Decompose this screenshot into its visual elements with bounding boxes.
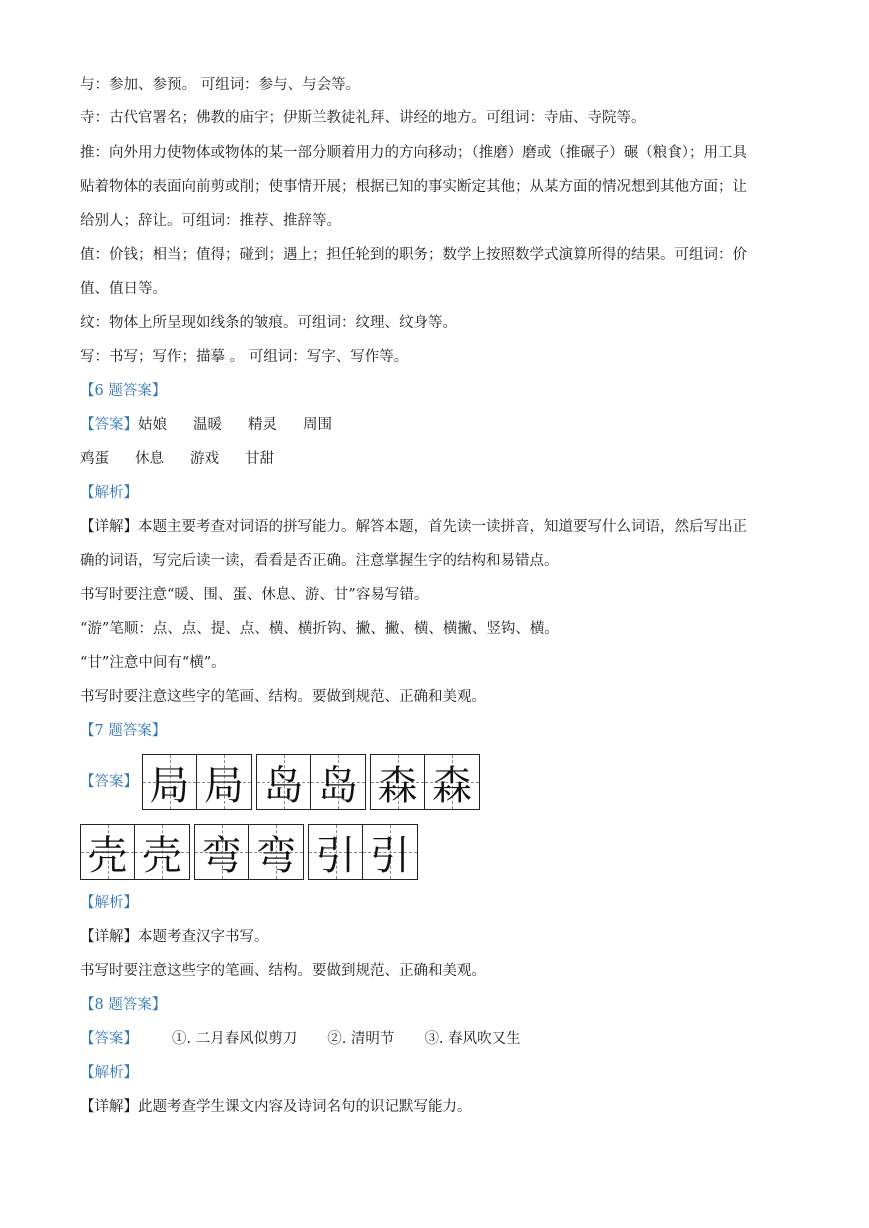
q6-analysis-heading: 【解析】: [80, 485, 138, 501]
answer-item: ①. 二月春风似剪刀: [172, 1031, 298, 1047]
char-cell: 局: [197, 755, 251, 809]
text-line: 给别人；辞让。可组词：推荐、推辞等。: [80, 213, 341, 229]
answer-word: 甘甜: [245, 451, 274, 467]
detail-label: 【详解】: [80, 519, 138, 535]
char-grid-pair: [142, 754, 252, 810]
q8-heading: 【8 题答案】: [80, 997, 167, 1013]
q7-detail-line: [80, 927, 269, 947]
char-grid-pair: [308, 824, 418, 880]
char-grid-row-1: [142, 754, 482, 810]
detail-label: 【详解】: [80, 1099, 138, 1115]
answer-label: 【答案】: [80, 417, 138, 433]
char-cell: 森: [425, 755, 479, 809]
text-line: 贴着物体的表面向前剪或削；使事情开展；根据已知的事实断定其他；从某方面的情况想到其他方面；让: [80, 179, 747, 195]
q7-heading: 【7 题答案】: [80, 723, 167, 739]
text-line: 纹：物体上所呈现如线条的皱痕。可组词：纹理、纹身等。: [80, 315, 457, 331]
text-line: 值、值日等。: [80, 281, 167, 297]
text-line: 与：参加、参预。 可组词：参与、与会等。: [80, 77, 361, 93]
char-cell: 森: [371, 755, 425, 809]
answer-item: ③. 春风吹又生: [424, 1031, 521, 1047]
text-line: 写：书写；写作；描摹 。 可组词：写字、写作等。: [80, 349, 409, 365]
detail-text: 此题考查学生课文内容及诗词名句的识记默写能力。: [138, 1099, 472, 1115]
char-grid-pair: [370, 754, 480, 810]
q8-detail-line: [80, 1097, 472, 1117]
q6-detail-line: “游”笔顺：点、点、提、点、横、横折钩、撇、撇、横、横撇、竖钩、横。: [80, 621, 559, 637]
char-cell: 岛: [257, 755, 311, 809]
q6-detail-line: 确的词语，写完后读一读，看看是否正确。注意掌握生字的结构和易错点。: [80, 553, 559, 569]
answer-word: 鸡蛋: [80, 451, 109, 467]
text-line: 推：向外用力使物体或物体的某一部分顺着用力的方向移动；（推磨）磨或（推碾子）碾（粮食）；用工具: [80, 145, 747, 161]
answer-word: 游戏: [190, 451, 219, 467]
q7-detail-line: 书写时要注意这些字的笔画、结构。要做到规范、正确和美观。: [80, 963, 486, 979]
q6-heading: 【6 题答案】: [80, 383, 167, 399]
char-cell: 引: [363, 825, 417, 879]
answer-word: 姑娘: [138, 417, 167, 433]
char-grid-pair: [194, 824, 304, 880]
char-cell: 弯: [195, 825, 249, 879]
q6-answer-line: [80, 415, 332, 435]
char-cell: 弯: [249, 825, 303, 879]
q6-detail-line: [80, 517, 747, 537]
answer-word: 温暖: [193, 417, 222, 433]
q6-answer-line-2: [80, 449, 274, 469]
q7-answer-label: 【答案】: [80, 774, 138, 790]
answer-item: ②. 清明节: [327, 1031, 395, 1047]
q8-analysis-heading: 【解析】: [80, 1065, 138, 1081]
text-line: 寺：古代官署名；佛教的庙宇；伊斯兰教徒礼拜、讲经的地方。可组词：寺庙、寺院等。: [80, 110, 646, 126]
char-grid-row-2: [80, 824, 420, 880]
detail-label: 【详解】: [80, 929, 138, 945]
char-grid-pair: [256, 754, 366, 810]
answer-word: 休息: [135, 451, 164, 467]
char-cell: 壳: [81, 825, 135, 879]
detail-text: 本题主要考查对词语的拼写能力。解答本题，首先读一读拼音，知道要写什么词语，然后写出正: [138, 519, 747, 535]
char-cell: 岛: [311, 755, 365, 809]
answer-word: 精灵: [248, 417, 277, 433]
char-cell: 局: [143, 755, 197, 809]
char-cell: 引: [309, 825, 363, 879]
answer-label: 【答案】: [80, 1031, 138, 1047]
q6-detail-line: 书写时要注意“暖、围、蛋、休息、游、甘”容易写错。: [80, 587, 429, 603]
char-cell: 壳: [135, 825, 189, 879]
answer-word: 周围: [303, 417, 332, 433]
q6-detail-line: “甘”注意中间有“横”。: [80, 655, 226, 671]
detail-text: 本题考查汉字书写。: [138, 929, 269, 945]
q8-answer-line: [80, 1029, 521, 1049]
char-grid-pair: [80, 824, 190, 880]
q7-analysis-heading: 【解析】: [80, 895, 138, 911]
text-line: 值：价钱；相当；值得；碰到；遇上；担任轮到的职务；数学上按照数学式演算所得的结果。可组词：价: [80, 247, 747, 263]
q6-detail-line: 书写时要注意这些字的笔画、结构。要做到规范、正确和美观。: [80, 689, 486, 705]
